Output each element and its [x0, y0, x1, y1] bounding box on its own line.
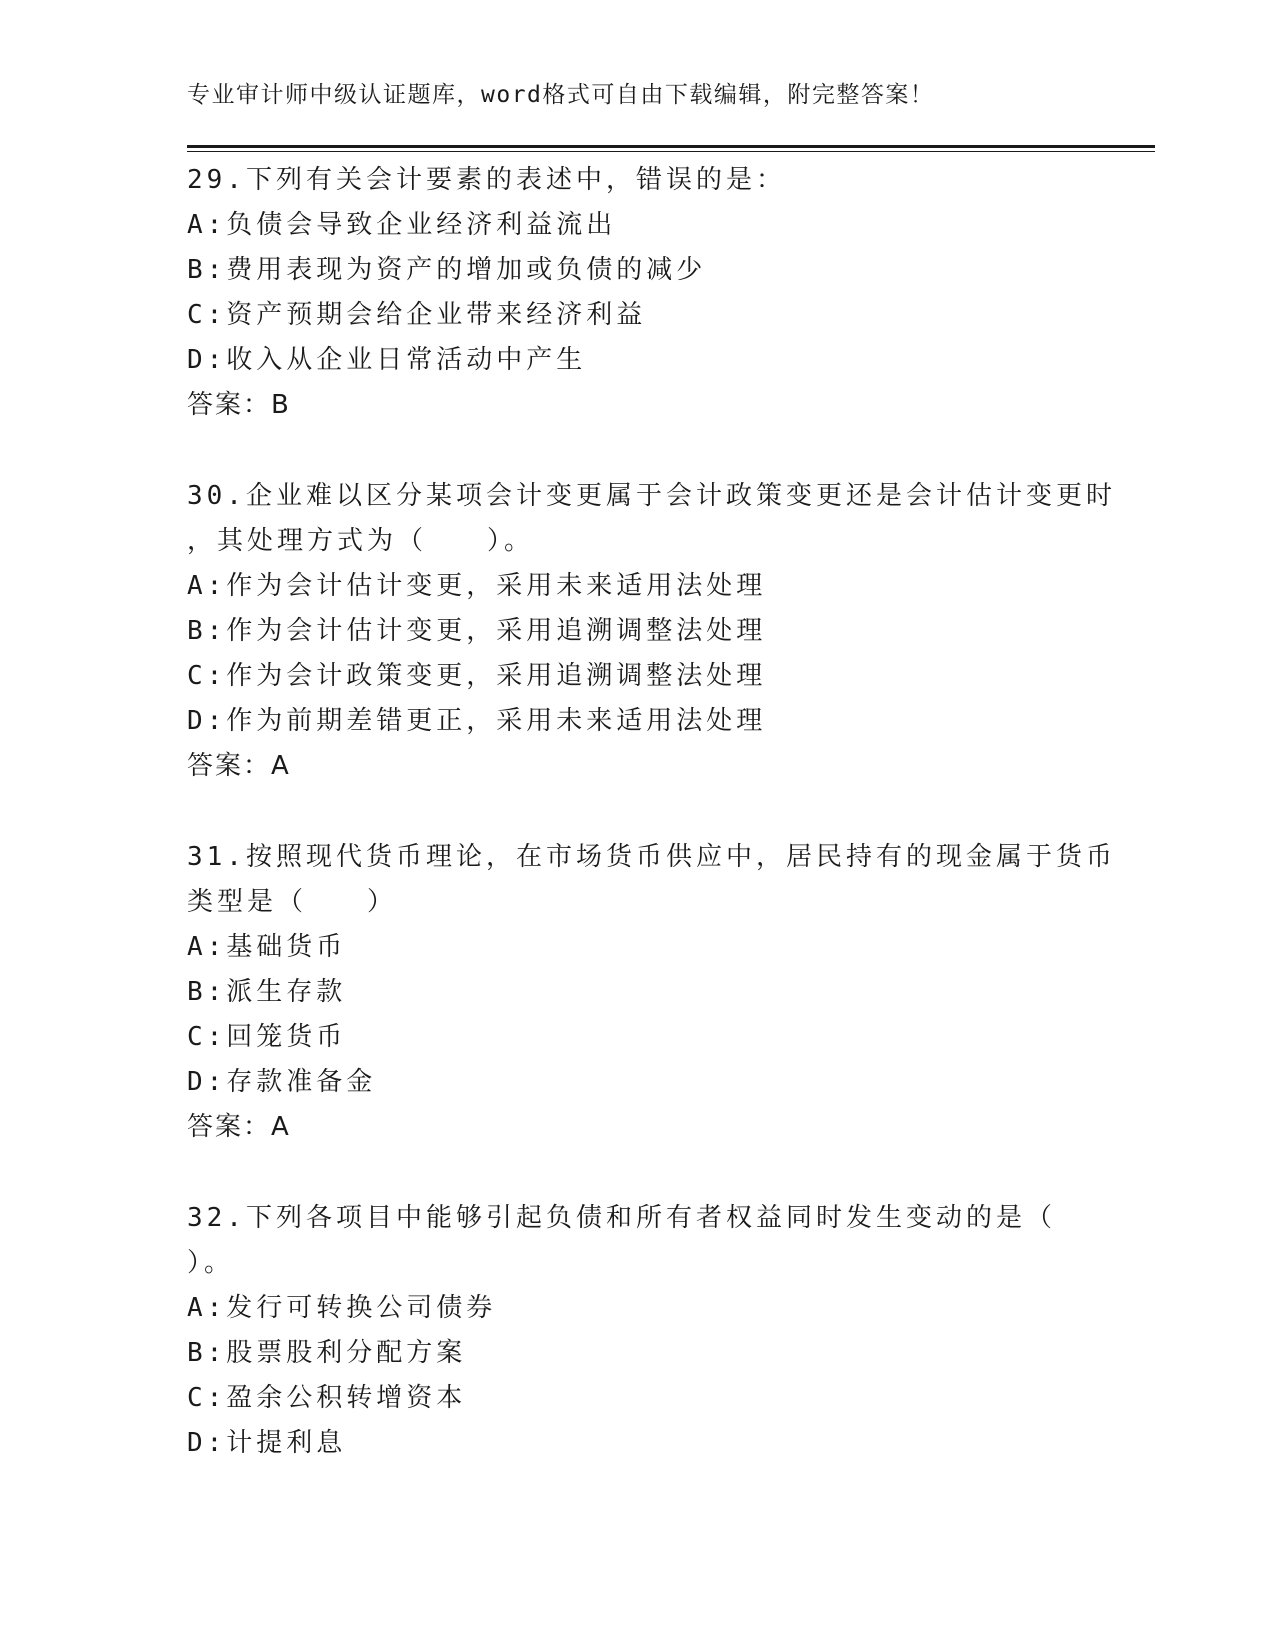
option-a: A:作为会计估计变更，采用未来适用法处理	[187, 571, 767, 601]
option-b: B:作为会计估计变更，采用追溯调整法处理	[187, 616, 767, 646]
option-d: D:存款准备金	[187, 1067, 377, 1097]
option-b: B:股票股利分配方案	[187, 1338, 467, 1368]
header-rule-thin	[187, 151, 1155, 152]
question-list	[187, 158, 1116, 1512]
header-rule-thick	[187, 145, 1155, 148]
question-text: 31.按照现代货币理论，在市场货币供应中，居民持有的现金属于货币	[187, 842, 1116, 872]
option-a: A:负债会导致企业经济利益流出	[187, 210, 617, 240]
question-text: 30.企业难以区分某项会计变更属于会计政策变更还是会计估计变更时	[187, 481, 1116, 511]
question-32	[187, 1196, 1087, 1466]
option-c: C:资产预期会给企业带来经济利益	[187, 300, 647, 330]
question-30	[187, 474, 1116, 789]
option-d: D:收入从企业日常活动中产生	[187, 345, 587, 375]
option-a: A:基础货币	[187, 932, 347, 962]
answer: 答案：A	[187, 751, 291, 781]
option-b: B:费用表现为资产的增加或负债的减少	[187, 255, 707, 285]
option-c: C:回笼货币	[187, 1022, 347, 1052]
question-text-continued: ，其处理方式为（ ）。	[187, 526, 535, 556]
option-d: D:作为前期差错更正，采用未来适用法处理	[187, 706, 767, 736]
question-29	[187, 158, 1087, 428]
question-text: 32.下列各项目中能够引起负债和所有者权益同时发生变动的是（	[187, 1203, 1056, 1233]
option-c: C:作为会计政策变更，采用追溯调整法处理	[187, 661, 767, 691]
option-b: B:派生存款	[187, 977, 347, 1007]
answer: 答案：B	[187, 390, 291, 420]
answer: 答案：A	[187, 1112, 291, 1142]
option-a: A:发行可转换公司债券	[187, 1293, 497, 1323]
question-31	[187, 835, 1116, 1150]
document-header: 专业审计师中级认证题库，word格式可自由下载编辑，附完整答案！	[187, 82, 935, 108]
question-text-continued: ）。	[187, 1248, 235, 1278]
question-text-continued: 类型是（ ）	[187, 887, 398, 917]
option-d: D:计提利息	[187, 1428, 347, 1458]
option-c: C:盈余公积转增资本	[187, 1383, 467, 1413]
question-text: 29.下列有关会计要素的表述中，错误的是：	[187, 165, 786, 195]
